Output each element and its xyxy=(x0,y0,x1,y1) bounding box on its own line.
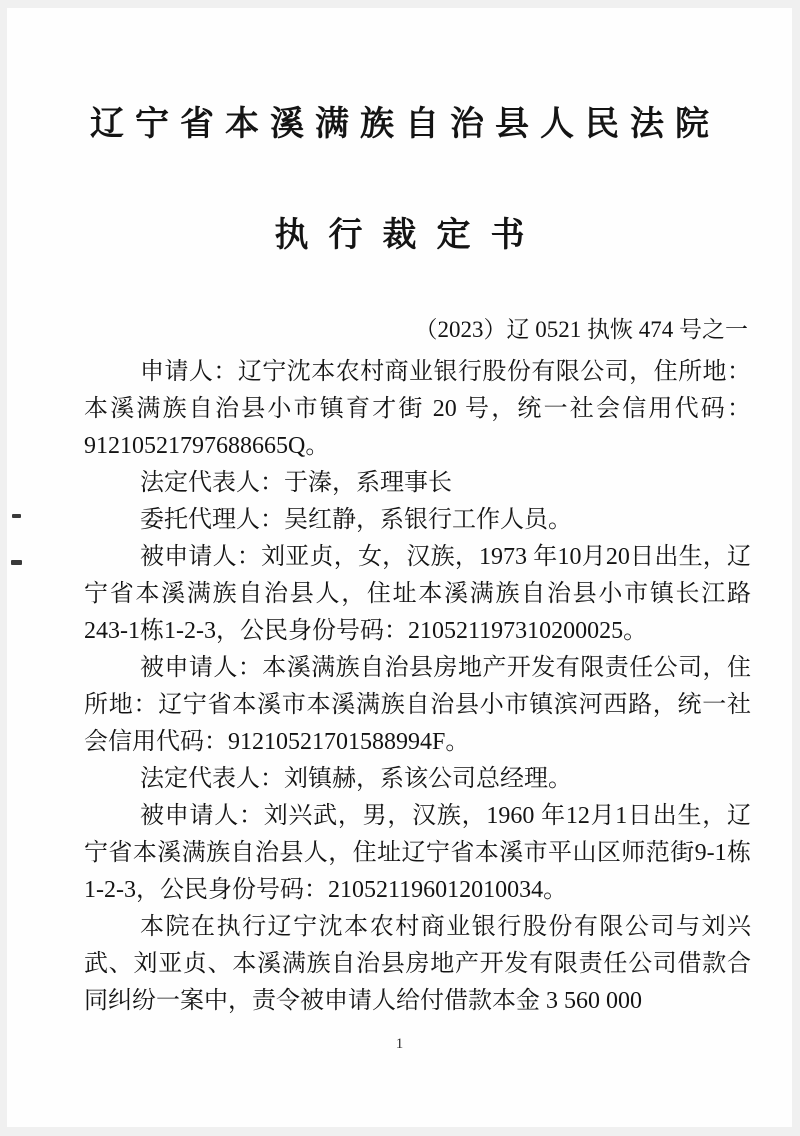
document-title: 执行裁定书 xyxy=(274,217,545,254)
paragraph-applicant: 申请人：辽宁沈本农村商业银行股份有限公司，住所地：本溪满族自治县小市镇育才街 20 号，统一社会信用代码：91210521797688665Q。 xyxy=(84,359,751,459)
document-body xyxy=(84,354,751,1020)
document-page xyxy=(7,8,792,1127)
court-name-heading: 辽宁省本溪满族自治县人民法院 xyxy=(90,106,720,143)
paragraph-case-summary: 本院在执行辽宁沈本农村商业银行股份有限公司与刘兴武、刘亚贞、本溪满族自治县房地产开发有限责任公司借款合同纠纷一案中，责令被申请人给付借款本金 3 560 000 xyxy=(84,914,751,1014)
page-number: 1 xyxy=(395,1036,404,1052)
paragraph-legal-representative-1: 法定代表人：于溱，系理事长 xyxy=(140,470,452,496)
case-number: （2023）辽 0521 执恢 474 号之一 xyxy=(414,317,748,342)
paragraph-respondent-2: 被申请人：本溪满族自治县房地产开发有限责任公司，住所地：辽宁省本溪市本溪满族自治县小市镇滨河西路，统一社会信用代码：91210521701588994F。 xyxy=(84,655,751,755)
scan-artifact-speck xyxy=(12,514,21,518)
paragraph-respondent-1: 被申请人：刘亚贞，女，汉族，1973 年10月20日出生，辽宁省本溪满族自治县人，住址本溪满族自治县小市镇长江路243-1栋1-2-3，公民身份号码：210521197310200025。 xyxy=(84,544,751,644)
scan-artifact-speck xyxy=(11,560,22,565)
paragraph-respondent-3: 被申请人：刘兴武，男，汉族，1960 年12月1日出生，辽宁省本溪满族自治县人，住址辽宁省本溪市平山区师范街9-1栋1-2-3，公民身份号码：210521196012010034。 xyxy=(84,803,751,903)
paragraph-legal-representative-2: 法定代表人：刘镇赫，系该公司总经理。 xyxy=(140,766,572,792)
paragraph-entrusted-agent: 委托代理人：吴红静，系银行工作人员。 xyxy=(140,507,572,533)
